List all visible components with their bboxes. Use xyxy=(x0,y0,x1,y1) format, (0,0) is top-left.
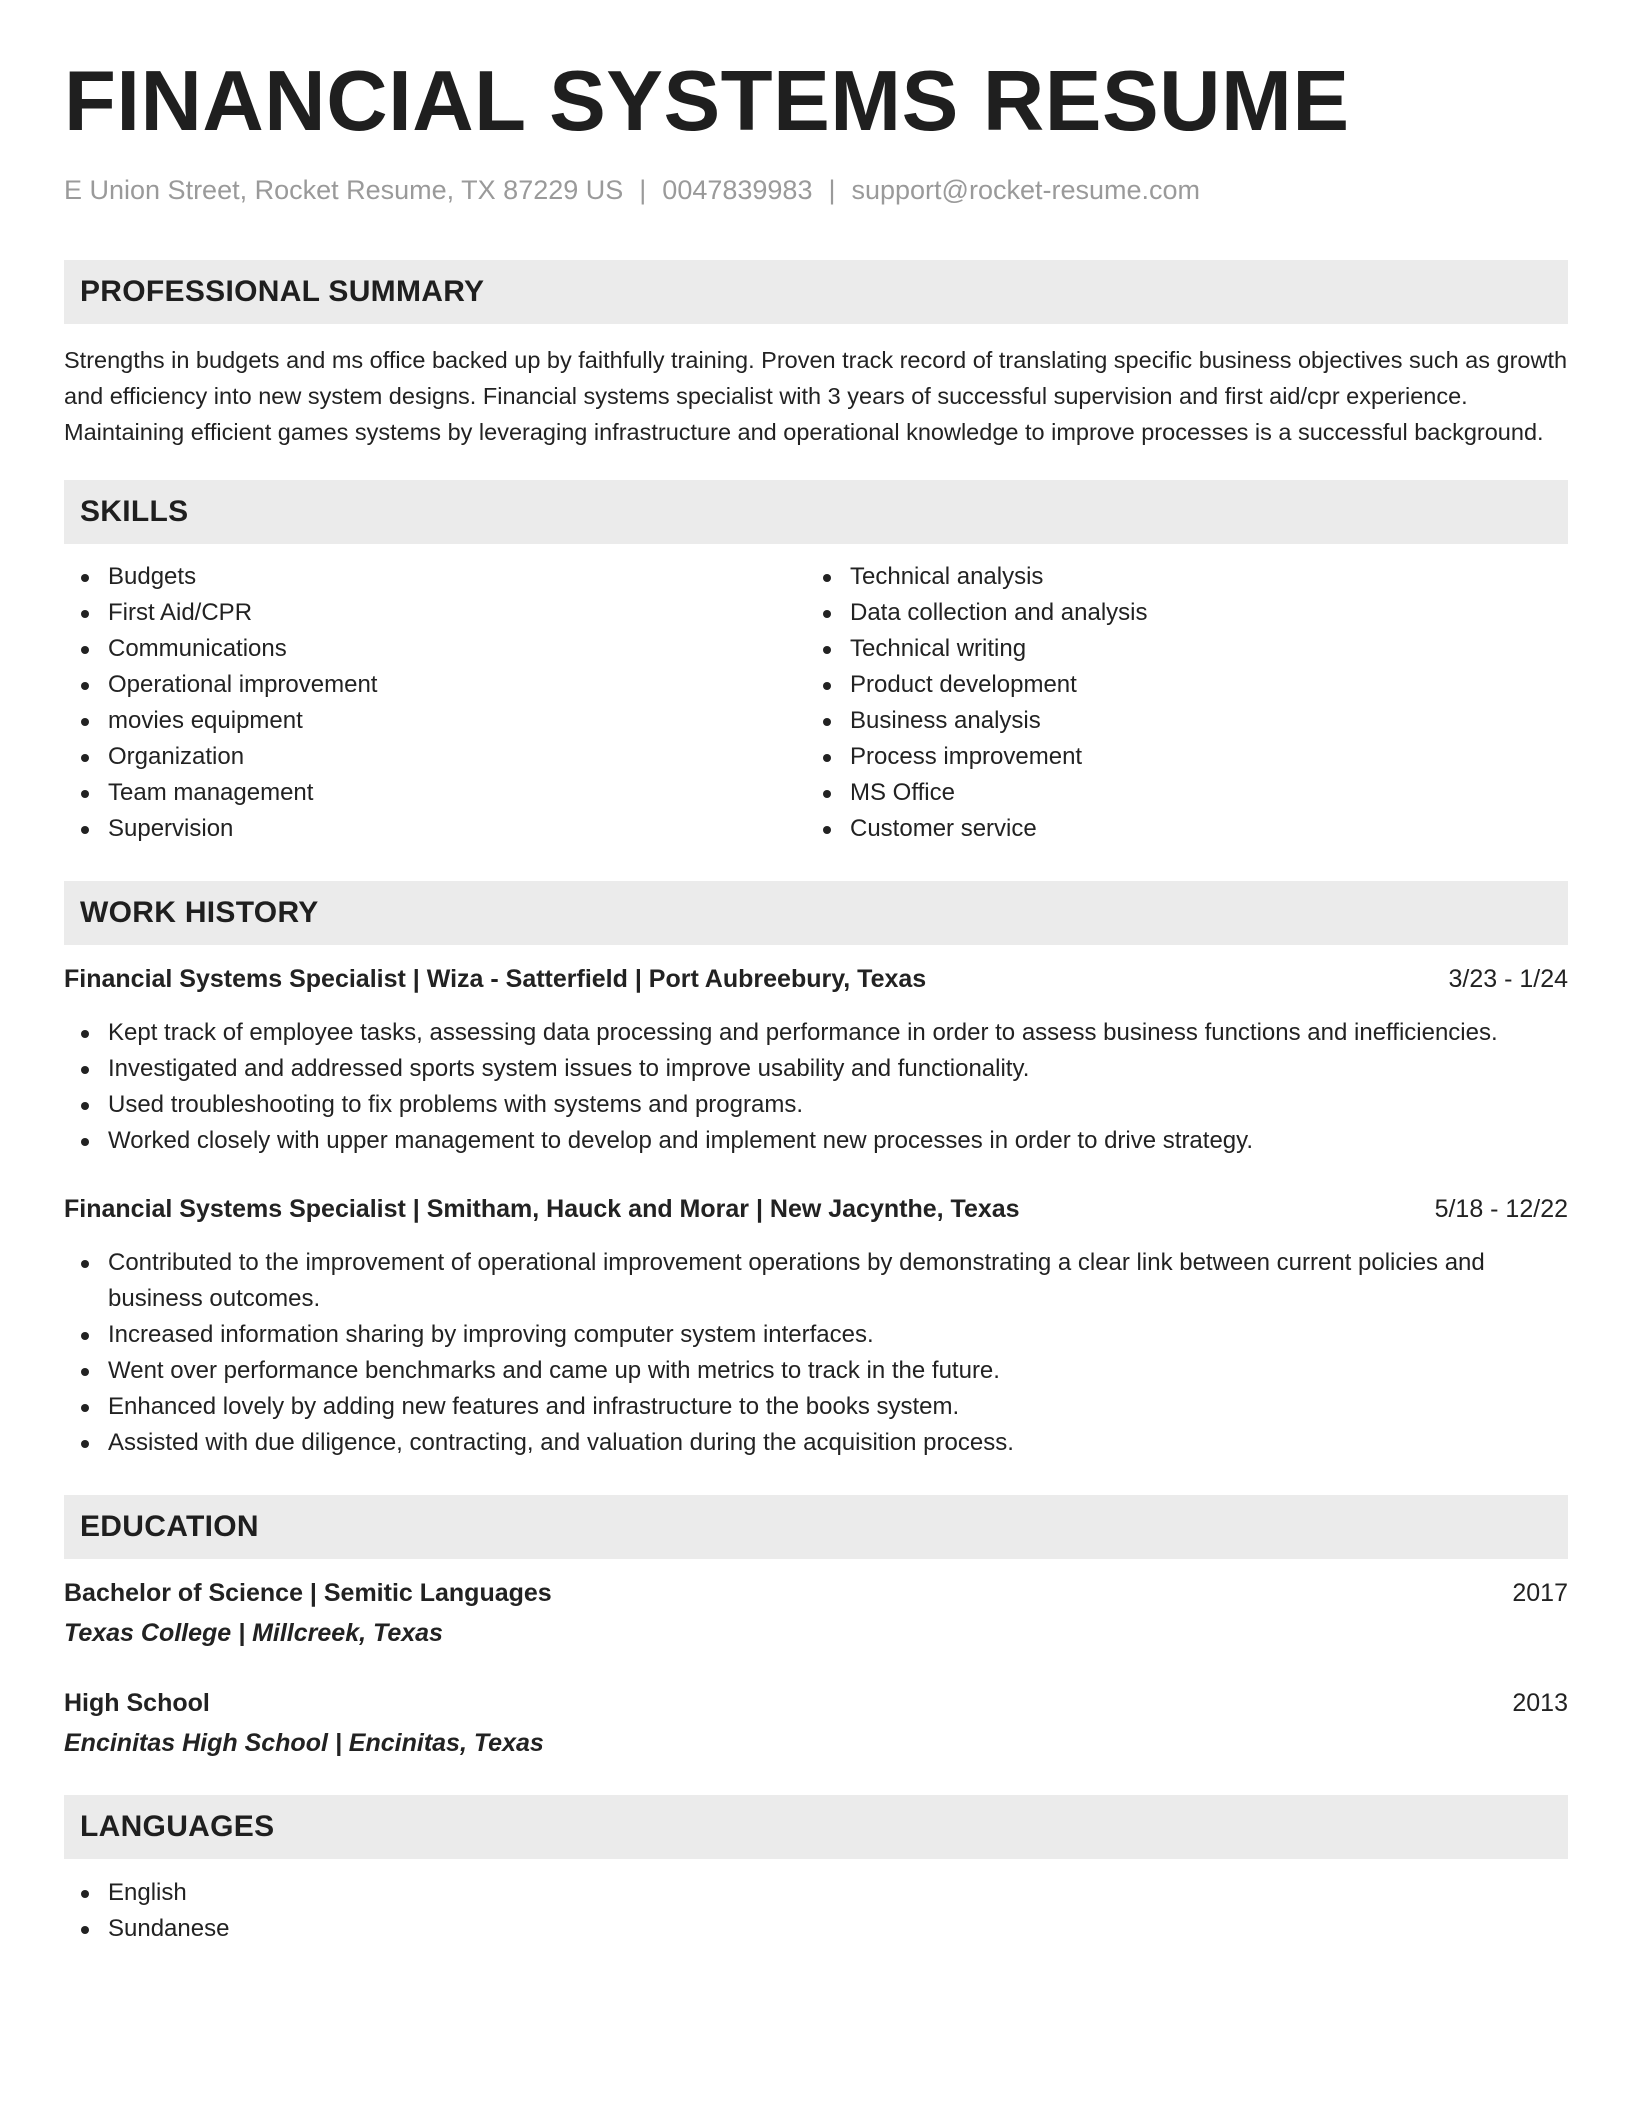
education-year: 2017 xyxy=(1512,1579,1568,1607)
skill-item: Team management xyxy=(64,775,806,811)
section-heading-summary: PROFESSIONAL SUMMARY xyxy=(64,260,1568,324)
section-heading-skills: SKILLS xyxy=(64,480,1568,544)
contact-line xyxy=(64,172,1568,208)
skill-item: Customer service xyxy=(806,811,1548,847)
skill-item: Communications xyxy=(64,631,806,667)
skill-item: Budgets xyxy=(64,559,806,595)
language-item: Sundanese xyxy=(64,1911,1568,1947)
section-heading-languages: LANGUAGES xyxy=(64,1795,1568,1859)
contact-separator: | xyxy=(828,175,836,205)
job-bullet: Contributed to the improvement of operational improvement operations by demonstrating a clear link between current policies and business outcomes. xyxy=(64,1245,1568,1317)
skill-item: Technical writing xyxy=(806,631,1548,667)
skills-column-left xyxy=(64,559,806,847)
skill-item: Supervision xyxy=(64,811,806,847)
skill-item: Product development xyxy=(806,667,1548,703)
job-title: Financial Systems Specialist | Smitham, Hauck and Morar | New Jacynthe, Texas xyxy=(64,1195,1020,1223)
education-header xyxy=(64,1575,1568,1611)
summary-text: Strengths in budgets and ms office backed up by faithfully training. Proven track record of translating specific business objectives such as growth and efficiency into new system designs. Financial systems specialist with 3 years of successful supervision and first aid/cpr experience. Maintaining efficient games systems by leveraging infrastructure and operational knowledge to improve processes is a successful background. xyxy=(64,347,1568,445)
language-item: English xyxy=(64,1875,1568,1911)
education-degree: High School xyxy=(64,1689,210,1717)
job-bullet: Increased information sharing by improving computer system interfaces. xyxy=(64,1317,1568,1353)
job-dates: 3/23 - 1/24 xyxy=(1448,965,1568,993)
skill-item: movies equipment xyxy=(64,703,806,739)
skill-item: Business analysis xyxy=(806,703,1548,739)
job-bullet: Kept track of employee tasks, assessing data processing and performance in order to assess business functions and inefficiencies. xyxy=(64,1015,1568,1051)
job-bullet: Used troubleshooting to fix problems with systems and programs. xyxy=(64,1087,1568,1123)
contact-separator: | xyxy=(639,175,647,205)
email-link[interactable]: support@rocket-resume.com xyxy=(851,175,1201,205)
skills-column-right xyxy=(806,559,1548,847)
job-bullet: Went over performance benchmarks and came up with metrics to track in the future. xyxy=(64,1353,1568,1389)
education-header xyxy=(64,1685,1568,1721)
skill-item: Data collection and analysis xyxy=(806,595,1548,631)
skill-item: First Aid/CPR xyxy=(64,595,806,631)
education-school: Encinitas High School | Encinitas, Texas xyxy=(64,1729,544,1757)
job-dates: 5/18 - 12/22 xyxy=(1434,1195,1568,1223)
language-list xyxy=(64,1875,1568,1947)
skills-columns xyxy=(64,559,1568,847)
job-header xyxy=(64,1191,1568,1227)
job-header xyxy=(64,961,1568,997)
job-title: Financial Systems Specialist | Wiza - Satterfield | Port Aubreebury, Texas xyxy=(64,965,927,993)
skill-item: Technical analysis xyxy=(806,559,1548,595)
skill-item: MS Office xyxy=(806,775,1548,811)
job-bullets xyxy=(64,1015,1568,1159)
resume-page xyxy=(64,52,1568,1947)
education-year: 2013 xyxy=(1512,1689,1568,1717)
job-bullet: Investigated and addressed sports system issues to improve usability and functionality. xyxy=(64,1051,1568,1087)
skill-item: Process improvement xyxy=(806,739,1548,775)
section-heading-work: WORK HISTORY xyxy=(64,881,1568,945)
job-bullets xyxy=(64,1245,1568,1461)
skill-item: Operational improvement xyxy=(64,667,806,703)
skill-item: Organization xyxy=(64,739,806,775)
education-school: Texas College | Millcreek, Texas xyxy=(64,1619,443,1647)
phone-text: 0047839983 xyxy=(662,175,813,205)
job-bullet: Worked closely with upper management to develop and implement new processes in order to drive strategy. xyxy=(64,1123,1568,1159)
resume-title: FINANCIAL SYSTEMS RESUME xyxy=(64,54,1350,149)
job-bullet: Assisted with due diligence, contracting, and valuation during the acquisition process. xyxy=(64,1425,1568,1461)
education-degree: Bachelor of Science | Semitic Languages xyxy=(64,1579,552,1607)
address-text: E Union Street, Rocket Resume, TX 87229 US xyxy=(64,175,624,205)
section-heading-education: EDUCATION xyxy=(64,1495,1568,1559)
job-bullet: Enhanced lovely by adding new features and infrastructure to the books system. xyxy=(64,1389,1568,1425)
